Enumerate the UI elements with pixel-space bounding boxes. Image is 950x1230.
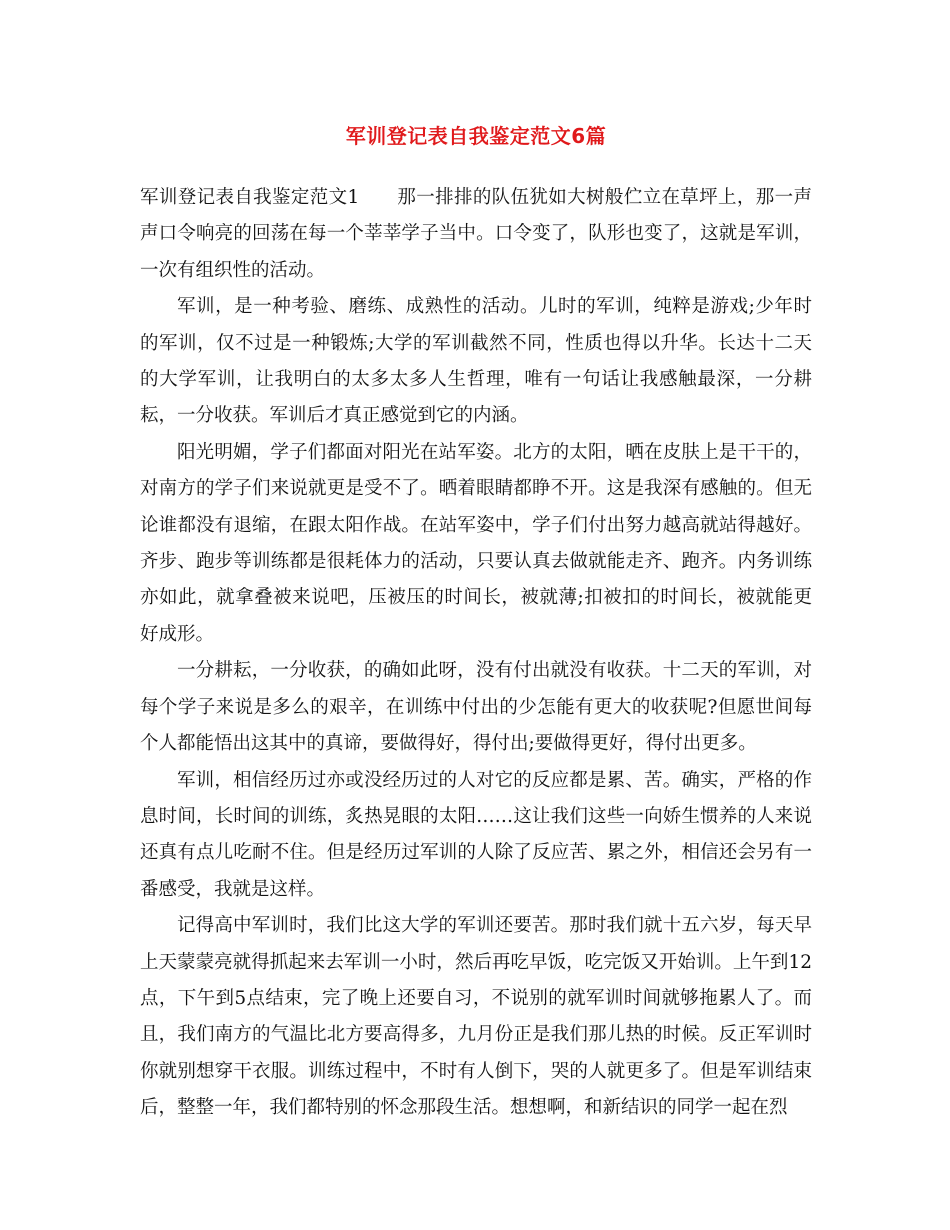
paragraph-6: 记得高中军训时，我们比这大学的军训还要苦。那时我们就十五六岁，每天早上天蒙蒙亮就得抓起来去军训一小时，然后再吃早饭，吃完饭又开始训。上午到12点，下午到5点结束，完了晚上还要自习，不说别的就军训时间就够拖累人了。而且，我们南方的气温比北方要高得多，九月份正是我们那儿热的时候。反正军训时你就别想穿干衣服。训练过程中，不时有人倒下，哭的人就更多了。但是军训结束后，整整一年，我们都特别的怀念那段生活。想想啊，和新结识的同学一起在烈	[140, 915, 812, 1119]
document-page	[140, 118, 812, 1127]
paragraph-4: 一分耕耘，一分收获，的确如此呀，没有付出就没有收获。十二天的军训，对每个学子来说是多么的艰辛，在训练中付出的少怎能有更大的收获呢?但愿世间每个人都能悟出这其中的真谛，要做得好，得付出;要做得更好，得付出更多。	[140, 660, 812, 755]
document-title: 军训登记表自我鉴定范文6篇	[345, 124, 607, 148]
paragraph-5: 军训，相信经历过亦或没经历过的人对它的反应都是累、苦。确实，严格的作息时间，长时间的训练，炙热晃眼的太阳……这让我们这些一向娇生惯养的人来说还真有点儿吃耐不住。但是经历过军训的人除了反应苦、累之外，相信还会另有一番感受，我就是这样。	[140, 769, 812, 900]
paragraph-1: 军训登记表自我鉴定范文1 那一排排的队伍犹如大树般伫立在草坪上，那一声声口令响亮的回荡在每一个莘莘学子当中。口令变了，队形也变了，这就是军训，一次有组织性的活动。	[140, 187, 812, 281]
paragraph-3: 阳光明媚，学子们都面对阳光在站军姿。北方的太阳，晒在皮肤上是干干的，对南方的学子们来说就更是受不了。晒着眼睛都睁不开。这是我深有感触的。但无论谁都没有退缩，在跟太阳作战。在站军姿中，学子们付出努力越高就站得越好。齐步、跑步等训练都是很耗体力的活动，只要认真去做就能走齐、跑齐。内务训练亦如此，就拿叠被来说吧，压被压的时间长，被就薄;扣被扣的时间长，被就能更好成形。	[140, 441, 812, 645]
paragraph-2: 军训，是一种考验、磨练、成熟性的活动。儿时的军训，纯粹是游戏;少年时的军训，仅不过是一种锻炼;大学的军训截然不同，性质也得以升华。长达十二天的大学军训，让我明白的太多太多人生哲理，唯有一句话让我感触最深，一分耕耘，一分收获。军训后才真正感觉到它的内涵。	[140, 296, 812, 427]
